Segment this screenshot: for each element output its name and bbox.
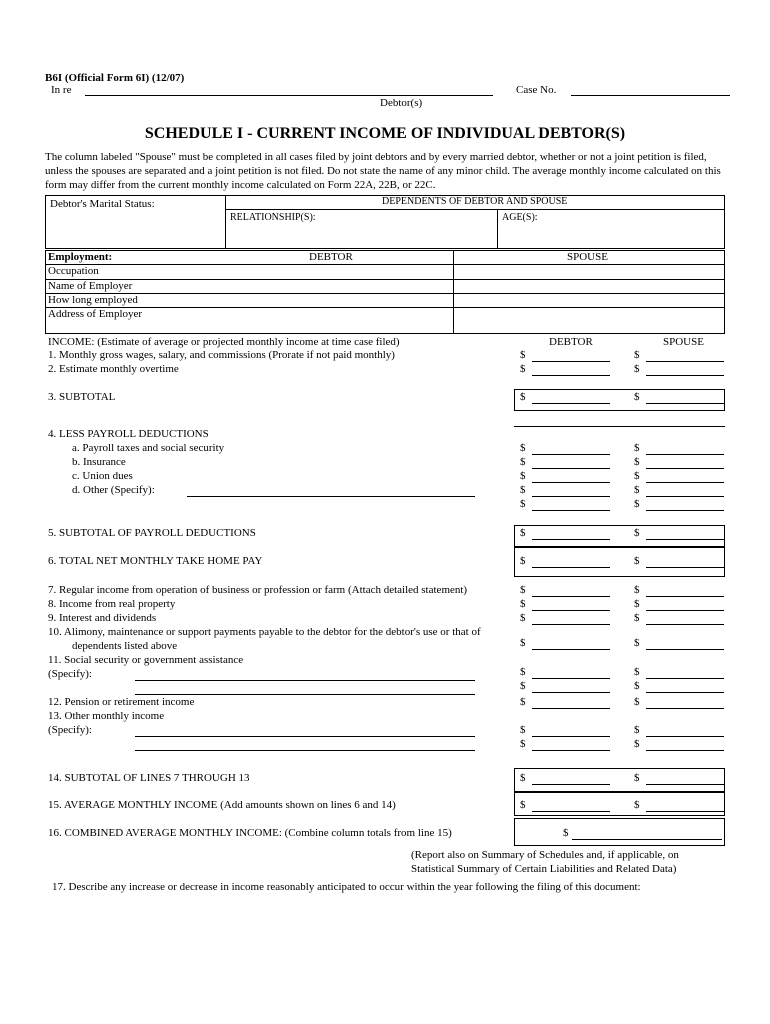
line-4b-spouse-dollar: $	[634, 456, 640, 468]
line-14-debtor-amount[interactable]	[532, 784, 610, 785]
line-8-spouse-amount[interactable]	[646, 610, 724, 611]
line-2-spouse-amount[interactable]	[646, 375, 724, 376]
line-11b-spouse-dollar: $	[634, 680, 640, 692]
line-4c-spouse-dollar: $	[634, 470, 640, 482]
line-11b-spouse-amount[interactable]	[646, 692, 724, 693]
employment-spouse-col: SPOUSE	[567, 251, 608, 263]
line-7-label: 7. Regular income from operation of business or profession or farm (Attach detailed statement)	[48, 584, 468, 596]
payroll-subtotal-box	[514, 525, 725, 547]
line-13a-debtor-dollar: $	[520, 724, 526, 736]
line-13-specify-field-1[interactable]	[135, 736, 475, 737]
line-13a-spouse-amount[interactable]	[646, 736, 724, 737]
line-2-debtor-dollar: $	[520, 363, 526, 375]
line-9-spouse-amount[interactable]	[646, 624, 724, 625]
line-4c-debtor-amount[interactable]	[532, 482, 610, 483]
line-5-spouse-dollar: $	[634, 527, 640, 539]
line-11b-debtor-amount[interactable]	[532, 692, 610, 693]
line-8-spouse-dollar: $	[634, 598, 640, 610]
line-5-spouse-amount[interactable]	[646, 539, 724, 540]
line-12-spouse-dollar: $	[634, 696, 640, 708]
line-4a-debtor-dollar: $	[520, 442, 526, 454]
line-7-debtor-amount[interactable]	[532, 596, 610, 597]
line-10-label-cont: dependents listed above	[72, 640, 178, 652]
line-15-debtor-amount[interactable]	[532, 811, 610, 812]
line-10-debtor-amount[interactable]	[532, 649, 610, 650]
line-4d-debtor-dollar: $	[520, 484, 526, 496]
income-debtor-col: DEBTOR	[549, 336, 593, 348]
line-12-spouse-amount[interactable]	[646, 708, 724, 709]
line-3-spouse-dollar: $	[634, 391, 640, 403]
line-13-specify-label: (Specify):	[48, 724, 92, 736]
line-12-debtor-amount[interactable]	[532, 708, 610, 709]
line-4d-specify-field[interactable]	[187, 496, 475, 497]
line-4d-label: d. Other (Specify):	[72, 484, 155, 496]
line-7-spouse-amount[interactable]	[646, 596, 724, 597]
line-8-label: 8. Income from real property	[48, 598, 176, 610]
dependents-header: DEPENDENTS OF DEBTOR AND SPOUSE	[382, 196, 568, 207]
line-9-debtor-dollar: $	[520, 612, 526, 624]
employer-address-label: Address of Employer	[48, 308, 143, 320]
line-15-box	[514, 792, 725, 816]
line-1-spouse-amount[interactable]	[646, 361, 724, 362]
line-14-debtor-dollar: $	[520, 772, 526, 784]
line-13-label: 13. Other monthly income	[48, 710, 165, 722]
line-4d-2-debtor-amount[interactable]	[532, 510, 610, 511]
line-10-label: 10. Alimony, maintenance or support payments payable to the debtor for the debtor's use or that of	[48, 626, 481, 638]
line-16-box	[514, 818, 725, 846]
in-re-label: In re	[51, 84, 72, 96]
subtotal-box	[514, 389, 725, 411]
line-2-spouse-dollar: $	[634, 363, 640, 375]
line-14-box	[514, 768, 725, 792]
occupation-label: Occupation	[48, 265, 99, 277]
line-4c-label: c. Union dues	[72, 470, 133, 482]
line-4c-debtor-dollar: $	[520, 470, 526, 482]
line-5-label: 5. SUBTOTAL OF PAYROLL DEDUCTIONS	[48, 527, 256, 539]
line-3-label: 3. SUBTOTAL	[48, 391, 116, 403]
line-11a-debtor-amount[interactable]	[532, 678, 610, 679]
income-spouse-col: SPOUSE	[663, 336, 704, 348]
line-13b-spouse-amount[interactable]	[646, 750, 724, 751]
line-11-specify-label: (Specify):	[48, 668, 92, 680]
case-no-field[interactable]	[571, 95, 730, 96]
line-14-label: 14. SUBTOTAL OF LINES 7 THROUGH 13	[48, 772, 250, 784]
line-11b-debtor-dollar: $	[520, 680, 526, 692]
line-14-spouse-amount[interactable]	[646, 784, 724, 785]
line-4d-2-spouse-amount[interactable]	[646, 510, 724, 511]
relationships-label: RELATIONSHIP(S):	[230, 212, 316, 223]
line-11a-spouse-amount[interactable]	[646, 678, 724, 679]
line-9-label: 9. Interest and dividends	[48, 612, 157, 624]
line-1-spouse-dollar: $	[634, 349, 640, 361]
line-7-debtor-dollar: $	[520, 584, 526, 596]
line-16-amount[interactable]	[572, 839, 722, 840]
report-note-2: Statistical Summary of Certain Liabilities and Related Data)	[411, 863, 677, 875]
line-13a-debtor-amount[interactable]	[532, 736, 610, 737]
line-2-label: 2. Estimate monthly overtime	[48, 363, 179, 375]
line-6-label: 6. TOTAL NET MONTHLY TAKE HOME PAY	[48, 555, 263, 567]
marital-status-label: Debtor's Marital Status:	[50, 198, 155, 210]
line-4b-label: b. Insurance	[72, 456, 126, 468]
line-1-debtor-dollar: $	[520, 349, 526, 361]
line-15-spouse-dollar: $	[634, 799, 640, 811]
line-4a-spouse-dollar: $	[634, 442, 640, 454]
line-7-spouse-dollar: $	[634, 584, 640, 596]
intro-paragraph: The column labeled "Spouse" must be completed in all cases filed by joint debtors and by every married debtor, whether or not a joint petition is filed, unless the spouses are separated and a joint petition is not filed. Do not state the name of any minor child. The average monthly income calculated on this form may differ from the current monthly income calculated on Form 22A, 22B, or 22C.	[45, 151, 721, 191]
line-13-specify-field-2[interactable]	[135, 750, 475, 751]
line-2-debtor-amount[interactable]	[532, 375, 610, 376]
in-re-field[interactable]	[85, 95, 493, 96]
line-4d-spouse-amount[interactable]	[646, 496, 724, 497]
line-12-label: 12. Pension or retirement income	[48, 696, 195, 708]
line-4-label: 4. LESS PAYROLL DEDUCTIONS	[48, 428, 209, 440]
line-6-debtor-dollar: $	[520, 555, 526, 567]
line-3-debtor-dollar: $	[520, 391, 526, 403]
line-15-debtor-dollar: $	[520, 799, 526, 811]
line-6-spouse-amount[interactable]	[646, 567, 724, 568]
line-11-specify-field-1[interactable]	[135, 680, 475, 681]
report-note-1: (Report also on Summary of Schedules and, if applicable, on	[411, 849, 679, 861]
line-6-debtor-amount[interactable]	[532, 567, 610, 568]
line-15-spouse-amount[interactable]	[646, 811, 724, 812]
line-13b-spouse-dollar: $	[634, 738, 640, 750]
line-4b-spouse-amount[interactable]	[646, 468, 724, 469]
line-11-specify-field-2[interactable]	[135, 694, 475, 695]
line-9-debtor-amount[interactable]	[532, 624, 610, 625]
line-9-spouse-dollar: $	[634, 612, 640, 624]
line-5-debtor-dollar: $	[520, 527, 526, 539]
line-4b-debtor-amount[interactable]	[532, 468, 610, 469]
line-17-label: 17. Describe any increase or decrease in income reasonably anticipated to occur within the year following the filing of this document:	[52, 881, 641, 893]
line-11a-debtor-dollar: $	[520, 666, 526, 678]
line-12-debtor-dollar: $	[520, 696, 526, 708]
line-16-label: 16. COMBINED AVERAGE MONTHLY INCOME: (Combine column totals from line 15)	[48, 827, 452, 839]
line-4d-2-spouse-dollar: $	[634, 498, 640, 510]
line-4d-spouse-dollar: $	[634, 484, 640, 496]
line-11a-spouse-dollar: $	[634, 666, 640, 678]
line-14-spouse-dollar: $	[634, 772, 640, 784]
line-10-spouse-dollar: $	[634, 637, 640, 649]
line-13a-spouse-dollar: $	[634, 724, 640, 736]
line-4a-spouse-amount[interactable]	[646, 454, 724, 455]
line-8-debtor-amount[interactable]	[532, 610, 610, 611]
form-id: B6I (Official Form 6I) (12/07)	[45, 72, 185, 84]
employment-table	[45, 250, 725, 334]
employment-label: Employment:	[48, 251, 113, 263]
line-4d-debtor-amount[interactable]	[532, 496, 610, 497]
case-no-label: Case No.	[516, 84, 557, 96]
line-4d-2-debtor-dollar: $	[520, 498, 526, 510]
line-13b-debtor-amount[interactable]	[532, 750, 610, 751]
take-home-box	[514, 547, 725, 577]
how-long-label: How long employed	[48, 294, 138, 306]
line-6-spouse-dollar: $	[634, 555, 640, 567]
line-3-debtor-amount[interactable]	[532, 403, 610, 404]
line-5-debtor-amount[interactable]	[532, 539, 610, 540]
line-4a-label: a. Payroll taxes and social security	[72, 442, 225, 454]
line-4c-spouse-amount[interactable]	[646, 482, 724, 483]
employment-debtor-col: DEBTOR	[309, 251, 353, 263]
line-3-spouse-amount[interactable]	[646, 403, 724, 404]
income-header: INCOME: (Estimate of average or projected monthly income at time case filed)	[48, 336, 400, 348]
line-1-label: 1. Monthly gross wages, salary, and commissions (Prorate if not paid monthly)	[48, 349, 395, 361]
line-1-debtor-amount[interactable]	[532, 361, 610, 362]
line-8-debtor-dollar: $	[520, 598, 526, 610]
line-15-label: 15. AVERAGE MONTHLY INCOME (Add amounts shown on lines 6 and 14)	[48, 799, 396, 811]
line-16-dollar: $	[563, 827, 569, 839]
page-title: SCHEDULE I - CURRENT INCOME OF INDIVIDUAL DEBTOR(S)	[144, 125, 626, 142]
debtors-label: Debtor(s)	[380, 97, 423, 109]
line-4a-debtor-amount[interactable]	[532, 454, 610, 455]
line-13b-debtor-dollar: $	[520, 738, 526, 750]
employer-label: Name of Employer	[48, 280, 133, 292]
line-10-spouse-amount[interactable]	[646, 649, 724, 650]
line-11-label: 11. Social security or government assistance	[48, 654, 244, 666]
line-10-debtor-dollar: $	[520, 637, 526, 649]
ages-label: AGE(S):	[502, 212, 538, 223]
line-4b-debtor-dollar: $	[520, 456, 526, 468]
